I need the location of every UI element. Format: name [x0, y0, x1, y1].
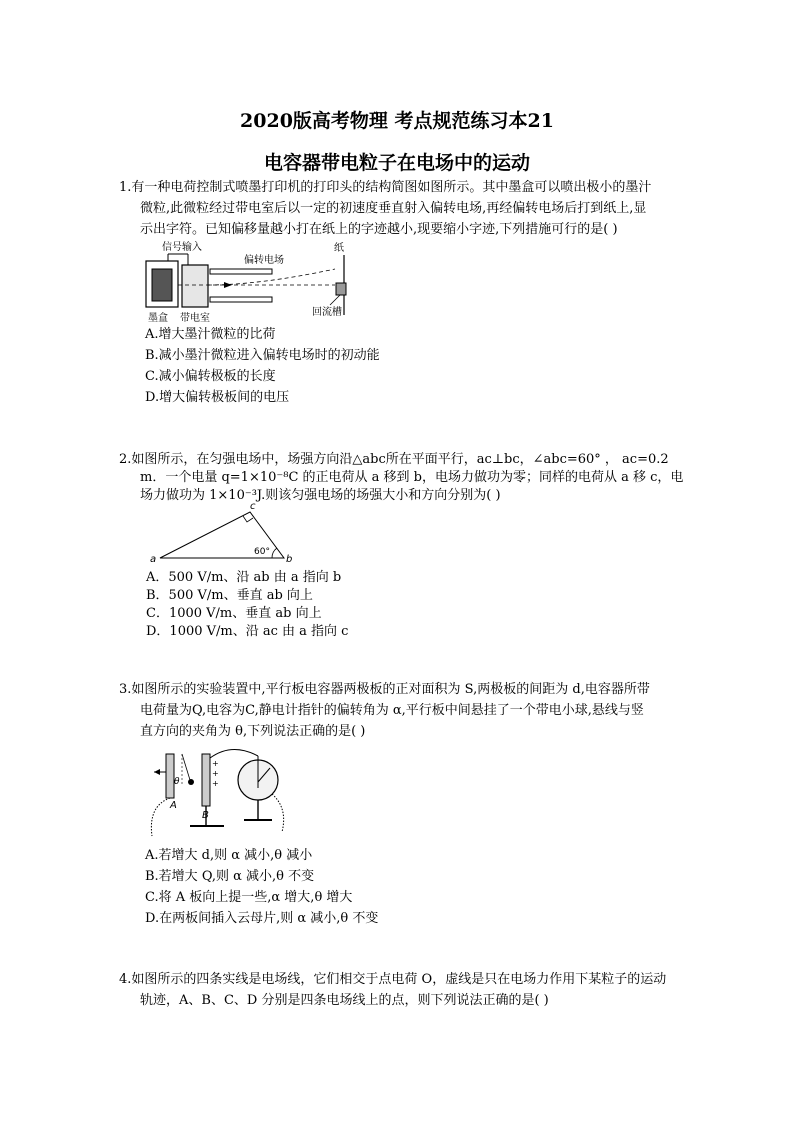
q3-capacitor-figure — [140, 744, 290, 838]
q3-stem-line-1: 3.如图所示的实验装置中,平行板电容器两极板的正对面积为 S,两极板的间距为 d,电容器所带 — [119, 682, 650, 697]
q2-stem-line-1: 2.如图所示，在匀强电场中，场强方向沿△abc所在平面平行，ac⊥bc，∠abc=60° ， ac=0.2 — [119, 452, 669, 467]
q2-option-b: B．500 V/m、垂直 ab 向上 — [146, 588, 313, 603]
q1-label-field: 偏转电场 — [244, 255, 284, 266]
q1-option-b: B.减小墨汁微粒进入偏转电场时的初动能 — [145, 348, 380, 363]
q4-stem-line-2: 轨迹，A、B、C、D 分别是四条电场线上的点，则下列说法正确的是( ) — [140, 993, 549, 1008]
q3-charged-ball — [188, 779, 194, 785]
q2-triangle-figure — [148, 500, 296, 566]
q3-plate-a — [166, 754, 174, 798]
q3-stem-line-3: 直方向的夹角为 θ,下列说法正确的是( ) — [140, 724, 366, 739]
q1-label-paper: 纸 — [334, 243, 344, 254]
q1-option-c: C.减小偏转极板的长度 — [145, 369, 276, 384]
svg-text:+: + — [212, 779, 219, 788]
q2-vertex-a: a — [150, 554, 157, 565]
q2-vertex-c: c — [250, 501, 256, 512]
q1-label-signal: 信号输入 — [162, 242, 202, 253]
page-title: 2020版高考物理 考点规范练习本21 — [240, 110, 554, 132]
q3-stem-line-2: 电荷量为Q,电容为C,静电计指针的偏转角为 α,平行板中间悬挂了一个带电小球,悬线与竖 — [140, 703, 644, 718]
q1-lower-plate — [210, 297, 272, 302]
q4-stem-line-1: 4.如图所示的四条实线是电场线，它们相交于点电荷 O，虚线是只在电场力作用下某粒子的运动 — [119, 972, 667, 987]
q3-option-b: B.若增大 Q,则 α 减小,θ 不变 — [145, 869, 315, 884]
q2-option-a: A．500 V/m、沿 ab 由 a 指向 b — [146, 570, 342, 585]
q3-label-a: A — [170, 800, 177, 811]
q1-label-ink: 墨盒 — [148, 313, 168, 323]
q1-stem-line-2: 微粒,此微粒经过带电室后以一定的初速度垂直射入偏转电场,再经偏转电场后打到纸上,显 — [140, 201, 647, 216]
q1-label-charge: 带电室 — [180, 313, 210, 323]
q1-gutter — [336, 283, 346, 295]
q3-plate-b — [202, 754, 210, 806]
q1-charge-chamber — [182, 265, 208, 307]
q1-upper-plate — [210, 269, 272, 274]
page-subtitle: 电容器带电粒子在电场中的运动 — [263, 152, 530, 174]
q1-stem-line-1: 1.有一种电荷控制式喷墨打印机的打印头的结构简图如图所示。其中墨盒可以喷出极小的墨汁 — [119, 180, 652, 195]
q2-stem-line-2: m．一个电量 q=1×10⁻⁸C 的正电荷从 a 移到 b，电场力做功为零；同样的电荷从 a 移 c，电 — [140, 470, 684, 485]
svg-text:+: + — [212, 759, 219, 768]
q1-label-gutter: 回流槽 — [312, 307, 342, 318]
q1-option-a: A.增大墨汁微粒的比荷 — [145, 327, 276, 342]
q3-option-c: C.将 A 板向上提一些,α 增大,θ 增大 — [145, 890, 353, 905]
q1-stem-line-3: 示出字符。已知偏移量越小打在纸上的字迹越小,现要缩小字迹,下列措施可行的是( ) — [140, 222, 618, 237]
q1-option-d: D.增大偏转极板间的电压 — [145, 390, 290, 405]
q2-option-d: D．1000 V/m、沿 ac 由 a 指向 c — [146, 624, 349, 639]
q2-option-c: C．1000 V/m、垂直 ab 向上 — [146, 606, 322, 621]
q3-theta-label: θ — [174, 777, 180, 787]
q3-label-b: B — [202, 810, 209, 821]
q2-angle-label: 60° — [254, 547, 270, 557]
q2-vertex-b: b — [286, 554, 293, 565]
q2-stem-line-3: 场力做功为 1×10⁻³J.则该匀强电场的场强大小和方向分别为( ) — [140, 488, 501, 503]
q3-option-d: D.在两板间插入云母片,则 α 减小,θ 不变 — [145, 911, 379, 926]
q1-printer-figure — [140, 239, 370, 323]
svg-text:+: + — [212, 769, 219, 778]
q3-option-a: A.若增大 d,则 α 减小,θ 减小 — [145, 848, 313, 863]
